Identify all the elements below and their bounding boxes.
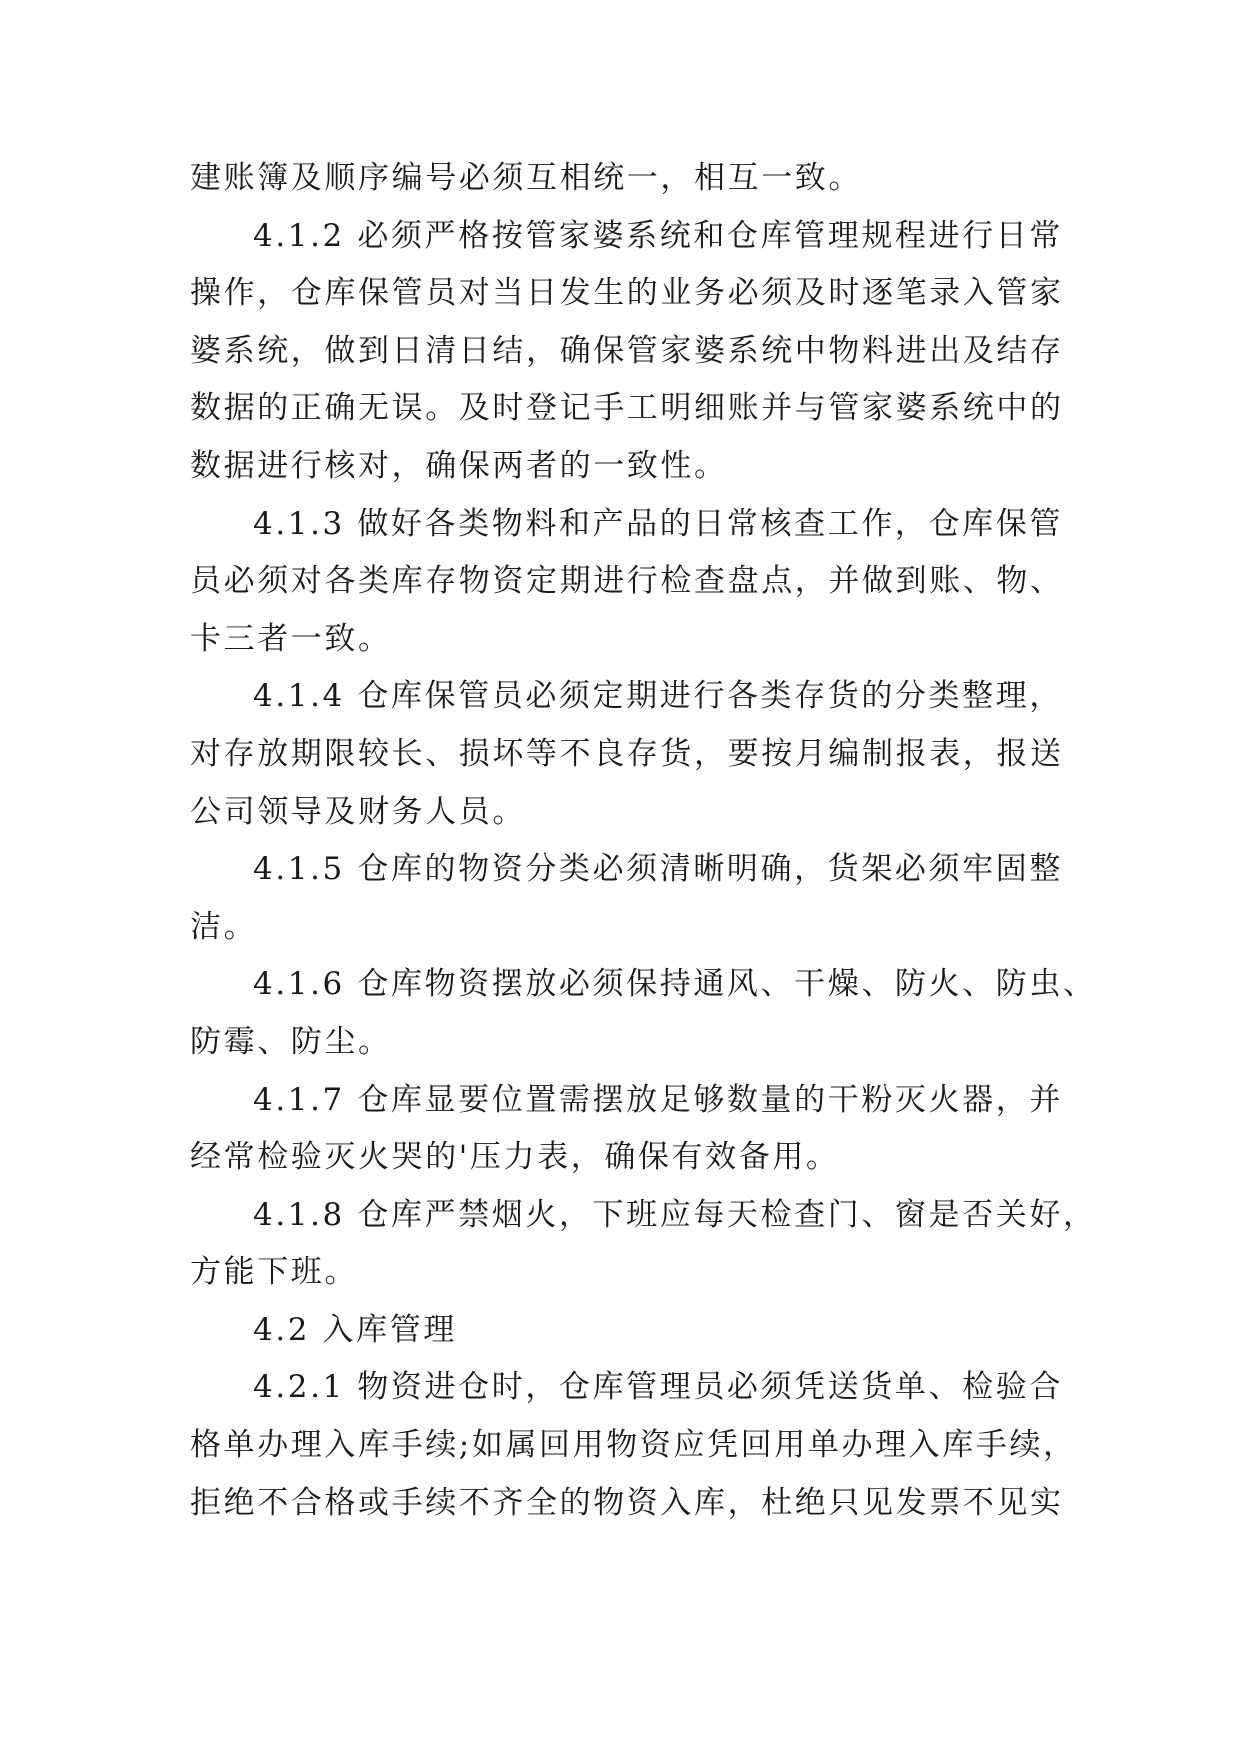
text-line-5: 数据的正确无误。及时登记手工明细账并与管家婆系统中的: [190, 390, 1064, 427]
text-line-6: 数据进行核对，确保两者的一致性。: [190, 447, 728, 484]
text-line-2: 4.1.2 必须严格按管家婆系统和仓库管理规程进行日常: [253, 217, 1063, 254]
document-body: [190, 150, 1097, 1532]
text-line-11: 对存放期限较长、损坏等不良存货，要按月编制报表，报送: [190, 735, 1064, 772]
text-line-23: 格单办理入库手续;如属回用物资应凭回用单办理入库手续，: [190, 1427, 1077, 1464]
text-line-12: 公司领导及财务人员。: [190, 793, 526, 830]
text-line-19: 4.1.8 仓库严禁烟火，下班应每天检查门、窗是否关好，: [253, 1196, 1097, 1233]
text-line-4: 婆系统，做到日清日结，确保管家婆系统中物料进出及结存: [190, 332, 1064, 369]
text-line-22: 4.2.1 物资进仓时，仓库管理员必须凭送货单、检验合: [253, 1369, 1063, 1406]
text-line-13: 4.1.5 仓库的物资分类必须清晰明确，货架必须牢固整: [253, 851, 1063, 888]
text-line-8: 员必须对各类库存物资定期进行检查盘点，并做到账、物、: [190, 563, 1064, 600]
text-line-9: 卡三者一致。: [190, 620, 392, 657]
text-line-24: 拒绝不合格或手续不齐全的物资入库，杜绝只见发票不见实: [190, 1484, 1064, 1521]
text-line-14: 洁。: [190, 908, 258, 945]
text-line-3: 操作，仓库保管员对当日发生的业务必须及时逐笔录入管家: [190, 275, 1064, 312]
text-line-15: 4.1.6 仓库物资摆放必须保持通风、干燥、防火、防虫、: [253, 966, 1097, 1003]
text-line-20: 方能下班。: [190, 1254, 358, 1291]
text-line-17: 4.1.7 仓库显要位置需摆放足够数量的干粉灭火器，并: [253, 1081, 1063, 1118]
text-line-10: 4.1.4 仓库保管员必须定期进行各类存货的分类整理，: [253, 678, 1063, 715]
text-line-16: 防霉、防尘。: [190, 1023, 392, 1060]
text-line-7: 4.1.3 做好各类物料和产品的日常核查工作，仓库保管: [253, 505, 1063, 542]
section-heading-4-2: 4.2 入库管理: [253, 1311, 457, 1348]
text-line-18: 经常检验灭火哭的'压力表，确保有效备用。: [190, 1139, 840, 1176]
text-line-1: 建账簿及顺序编号必须互相统一，相互一致。: [190, 160, 862, 196]
